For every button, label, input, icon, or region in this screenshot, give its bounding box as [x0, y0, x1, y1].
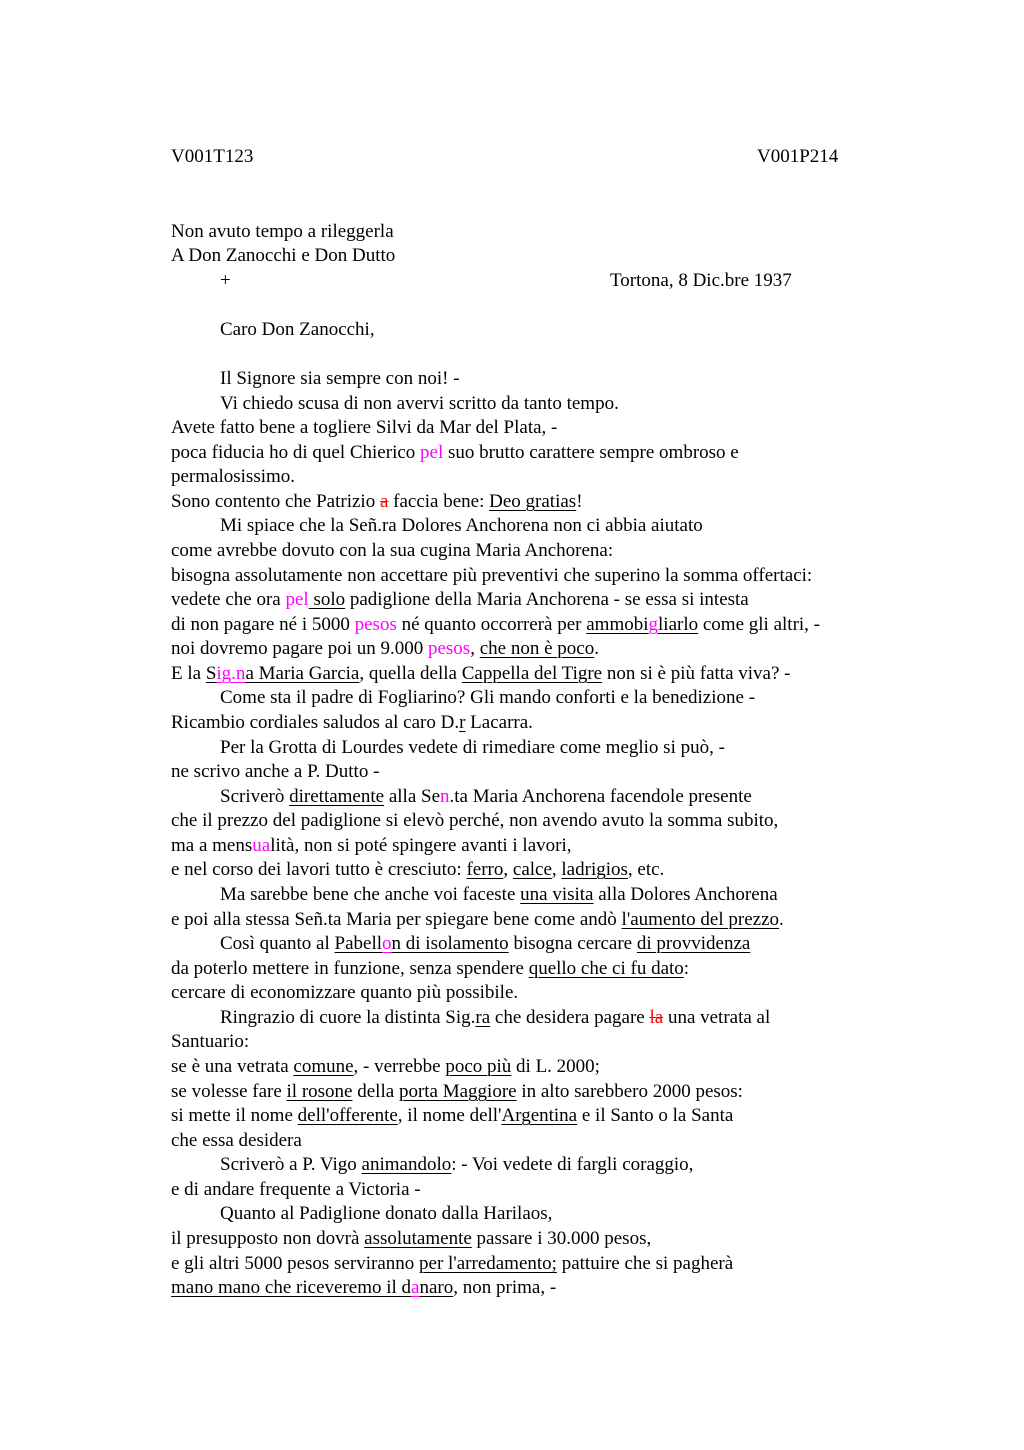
text-segment: faccia bene: [388, 491, 490, 512]
letter-line [220, 932, 750, 956]
text-segment: cercare di economizzare quanto più possibile. [171, 982, 519, 1003]
text-segment: : [683, 958, 690, 979]
text-segment: Sono contento che Patrizio [171, 491, 380, 512]
text-segment: Mi spiace che la Señ.ra Dolores Anchorena non ci abbia aiutato [220, 515, 703, 536]
letter-line [220, 785, 752, 809]
text-segment: pattuire che si pagherà [556, 1253, 734, 1274]
text-segment: : - Voi vedete di fargli coraggio, [451, 1154, 694, 1175]
text-segment: e poi alla stessa Señ.ta Maria per spiegare bene come andò [171, 909, 622, 930]
underlined-text: una visita [520, 884, 594, 905]
text-segment: ! [576, 491, 583, 512]
text-segment: Lacarra. [465, 712, 533, 733]
underlined-text: Cappella del Tigre [461, 663, 603, 684]
text-segment: suo brutto carattere sempre ombroso e [443, 442, 739, 463]
text-segment: alla Dolores Anchorena [593, 884, 778, 905]
letter-line [171, 1178, 421, 1202]
text-segment: che il prezzo del padiglione si elevò perché, non avendo avuto la somma subito, [171, 810, 779, 831]
underlined-text: mano mano che riceveremo il d [171, 1277, 412, 1298]
underlined-text: solo [308, 589, 346, 610]
underlined-text: di provvidenza [636, 933, 751, 954]
text-segment: come gli altri, - [698, 614, 821, 635]
text-segment: e nel corso dei lavori tutto è cresciuto: [171, 859, 467, 880]
inserted-text: pesos [427, 638, 471, 659]
letter-line [171, 588, 749, 612]
text-segment: .ta Maria Anchorena facendole presente [449, 786, 752, 807]
underlined-text: a Maria Garcia [245, 663, 360, 684]
letter-line [171, 1252, 733, 1276]
letter-line [171, 564, 812, 588]
text-segment: da poterlo mettere in funzione, senza spendere [171, 958, 529, 979]
text-segment: Santuario: [171, 1031, 250, 1052]
underlined-text: naro [419, 1277, 454, 1298]
underlined-text: per l'arredamento; [419, 1253, 557, 1274]
underlined-text: r [459, 712, 466, 733]
text-segment: non si è più fatta viva? - [602, 663, 791, 684]
text-segment: , non prima, - [453, 1277, 557, 1298]
text-segment: Come sta il padre di Fogliarino? Gli mando conforti e la benedizione - [220, 687, 756, 708]
text-segment: che essa desidera [171, 1130, 302, 1151]
text-segment: , quella della [359, 663, 462, 684]
underlined-text: Argentina [501, 1105, 578, 1126]
letter-line [171, 490, 583, 514]
text-segment: , etc. [627, 859, 665, 880]
inserted-text: pesos [354, 614, 397, 635]
text-segment: e il Santo o la Santa [577, 1105, 734, 1126]
text-segment: una vetrata al [663, 1007, 771, 1028]
inserted-text: n [440, 786, 450, 807]
text-segment: il presupposto non dovrà [171, 1228, 365, 1249]
deleted-text: a [379, 491, 389, 512]
text-segment: ne scrivo anche a P. Dutto - [171, 761, 380, 782]
text-segment: , [551, 859, 562, 880]
underlined-text: calce [512, 859, 552, 880]
letter-line [220, 392, 619, 416]
inserted-text: o [382, 933, 392, 954]
letter-line [171, 858, 664, 882]
cross-symbol: + [220, 270, 231, 291]
text-segment: Scriverò [220, 786, 290, 807]
text-segment: se volesse fare [171, 1081, 287, 1102]
document-code-right: V001P214 [757, 146, 839, 167]
letter-line [220, 736, 725, 760]
letter-line [220, 883, 778, 907]
letter-line [171, 416, 557, 440]
text-segment: Ringrazio di cuore la distinta Sig. [220, 1007, 476, 1028]
place-date: Tortona, 8 Dic.bre 1937 [610, 270, 792, 291]
inserted-text: pel [420, 442, 444, 463]
text-segment: Ma sarebbe bene che anche voi faceste [220, 884, 521, 905]
note-not-reread: Non avuto tempo a rileggerla [171, 221, 394, 242]
underlined-text: assolutamente [364, 1228, 472, 1249]
note-recipients: A Don Zanocchi e Don Dutto [171, 245, 396, 266]
underlined-text: dell'offerente [297, 1105, 398, 1126]
underlined-text: n di isolamento [391, 933, 509, 954]
underlined-text: l'aumento del prezzo [621, 909, 780, 930]
underlined-text: liarlo [658, 614, 699, 635]
text-segment: come avrebbe dovuto con la sua cugina Maria Anchorena: [171, 540, 614, 561]
text-segment: , [470, 638, 480, 659]
letter-line [171, 637, 599, 661]
underlined-text: quello che ci fu dato [528, 958, 684, 979]
text-segment: lità, non si poté spingere avanti i lavori, [270, 835, 572, 856]
letter-line [171, 465, 295, 489]
inserted-text: ua [252, 835, 271, 856]
text-segment: della [352, 1081, 399, 1102]
text-segment: permalosissimo. [171, 466, 296, 487]
underlined-text: direttamente [289, 786, 385, 807]
text-segment: alla Se [384, 786, 441, 807]
underlined-text: animandolo [361, 1154, 452, 1175]
letter-line [220, 1006, 770, 1030]
text-segment: Per la Grotta di Lourdes vedete di rimediare come meglio si può, - [220, 737, 725, 758]
text-segment: passare i 30.000 pesos, [471, 1228, 652, 1249]
inserted-text: pel [285, 589, 309, 610]
text-segment: né quanto occorrerà per [396, 614, 587, 635]
letter-line [171, 908, 784, 932]
letter-line [171, 1129, 302, 1153]
text-segment: Vi chiedo scusa di non avervi scritto da tanto tempo. [220, 393, 619, 414]
text-segment: poca fiducia ho di quel Chierico [171, 442, 421, 463]
letter-line [171, 957, 689, 981]
text-segment: . [594, 638, 599, 659]
underlined-text: poco più [445, 1056, 512, 1077]
letter-line [171, 613, 820, 637]
letter-line [220, 1202, 552, 1226]
text-segment: Scriverò a P. Vigo [220, 1154, 362, 1175]
underlined-text: ladrigios [561, 859, 628, 880]
text-segment: ma a mens [171, 835, 253, 856]
underlined-text: Pabell [334, 933, 383, 954]
salutation: Caro Don Zanocchi, [220, 319, 375, 340]
inserted-text: g [648, 614, 659, 635]
letter-line [171, 1055, 600, 1079]
text-segment: vedete che ora [171, 589, 286, 610]
text-segment: che desidera pagare [490, 1007, 650, 1028]
letter-line [220, 1153, 693, 1177]
text-segment: e gli altri 5000 pesos serviranno [171, 1253, 420, 1274]
text-segment: Il Signore sia sempre con noi! - [220, 368, 460, 389]
text-segment: padiglione della Maria Anchorena - se essa si intesta [345, 589, 749, 610]
text-segment: Avete fatto bene a togliere Silvi da Mar del Plata, - [171, 417, 558, 438]
text-segment: di L. 2000; [511, 1056, 600, 1077]
text-segment: Ricambio cordiales saludos al caro D. [171, 712, 460, 733]
text-segment: bisogna assolutamente non accettare più preventivi che superino la somma offertaci: [171, 565, 813, 586]
letter-line [171, 1104, 733, 1128]
underlined-text: S [205, 663, 217, 684]
letter-line [171, 1227, 651, 1251]
text-segment: noi dovremo pagare poi un 9.000 [171, 638, 428, 659]
text-segment: . [779, 909, 784, 930]
underlined-text: il rosone [286, 1081, 353, 1102]
underlined-text: ammobi [586, 614, 649, 635]
letter-line [220, 367, 460, 391]
letter-line [171, 1080, 743, 1104]
underlined-text: ferro [466, 859, 504, 880]
letter-line [171, 760, 379, 784]
underlined-text: ra [475, 1007, 491, 1028]
underlined-text: comune [293, 1056, 354, 1077]
document-code-left: V001T123 [171, 146, 254, 167]
text-segment: Così quanto al [220, 933, 335, 954]
letter-line [171, 834, 572, 858]
letter-line [171, 441, 739, 465]
letter-line [171, 981, 518, 1005]
text-segment: , [503, 859, 513, 880]
letter-line [171, 662, 790, 686]
letter-line [171, 809, 778, 833]
text-segment: e di andare frequente a Victoria - [171, 1179, 421, 1200]
text-segment: in alto sarebbero 2000 pesos: [516, 1081, 743, 1102]
text-segment: Quanto al Padiglione donato dalla Harilaos, [220, 1203, 553, 1224]
deleted-text: la [649, 1007, 664, 1028]
text-segment: E la [171, 663, 206, 684]
inserted-text: a [411, 1277, 420, 1298]
underlined-text: che non è poco [479, 638, 595, 659]
text-segment: , il nome dell' [397, 1105, 502, 1126]
underlined-text: porta Maggiore [398, 1081, 517, 1102]
letter-line [171, 1030, 249, 1054]
text-segment: si mette il nome [171, 1105, 298, 1126]
letter-line [220, 686, 755, 710]
letter-line [220, 514, 703, 538]
letter-line [171, 711, 533, 735]
underlined-text: Deo gratias [489, 491, 577, 512]
text-segment: bisogna cercare [508, 933, 637, 954]
letter-line [171, 1276, 556, 1300]
inserted-text: ig.n [216, 663, 246, 684]
text-segment: , - verrebbe [353, 1056, 446, 1077]
letter-line [171, 539, 613, 563]
text-segment: se è una vetrata [171, 1056, 294, 1077]
text-segment: di non pagare né i 5000 [171, 614, 355, 635]
